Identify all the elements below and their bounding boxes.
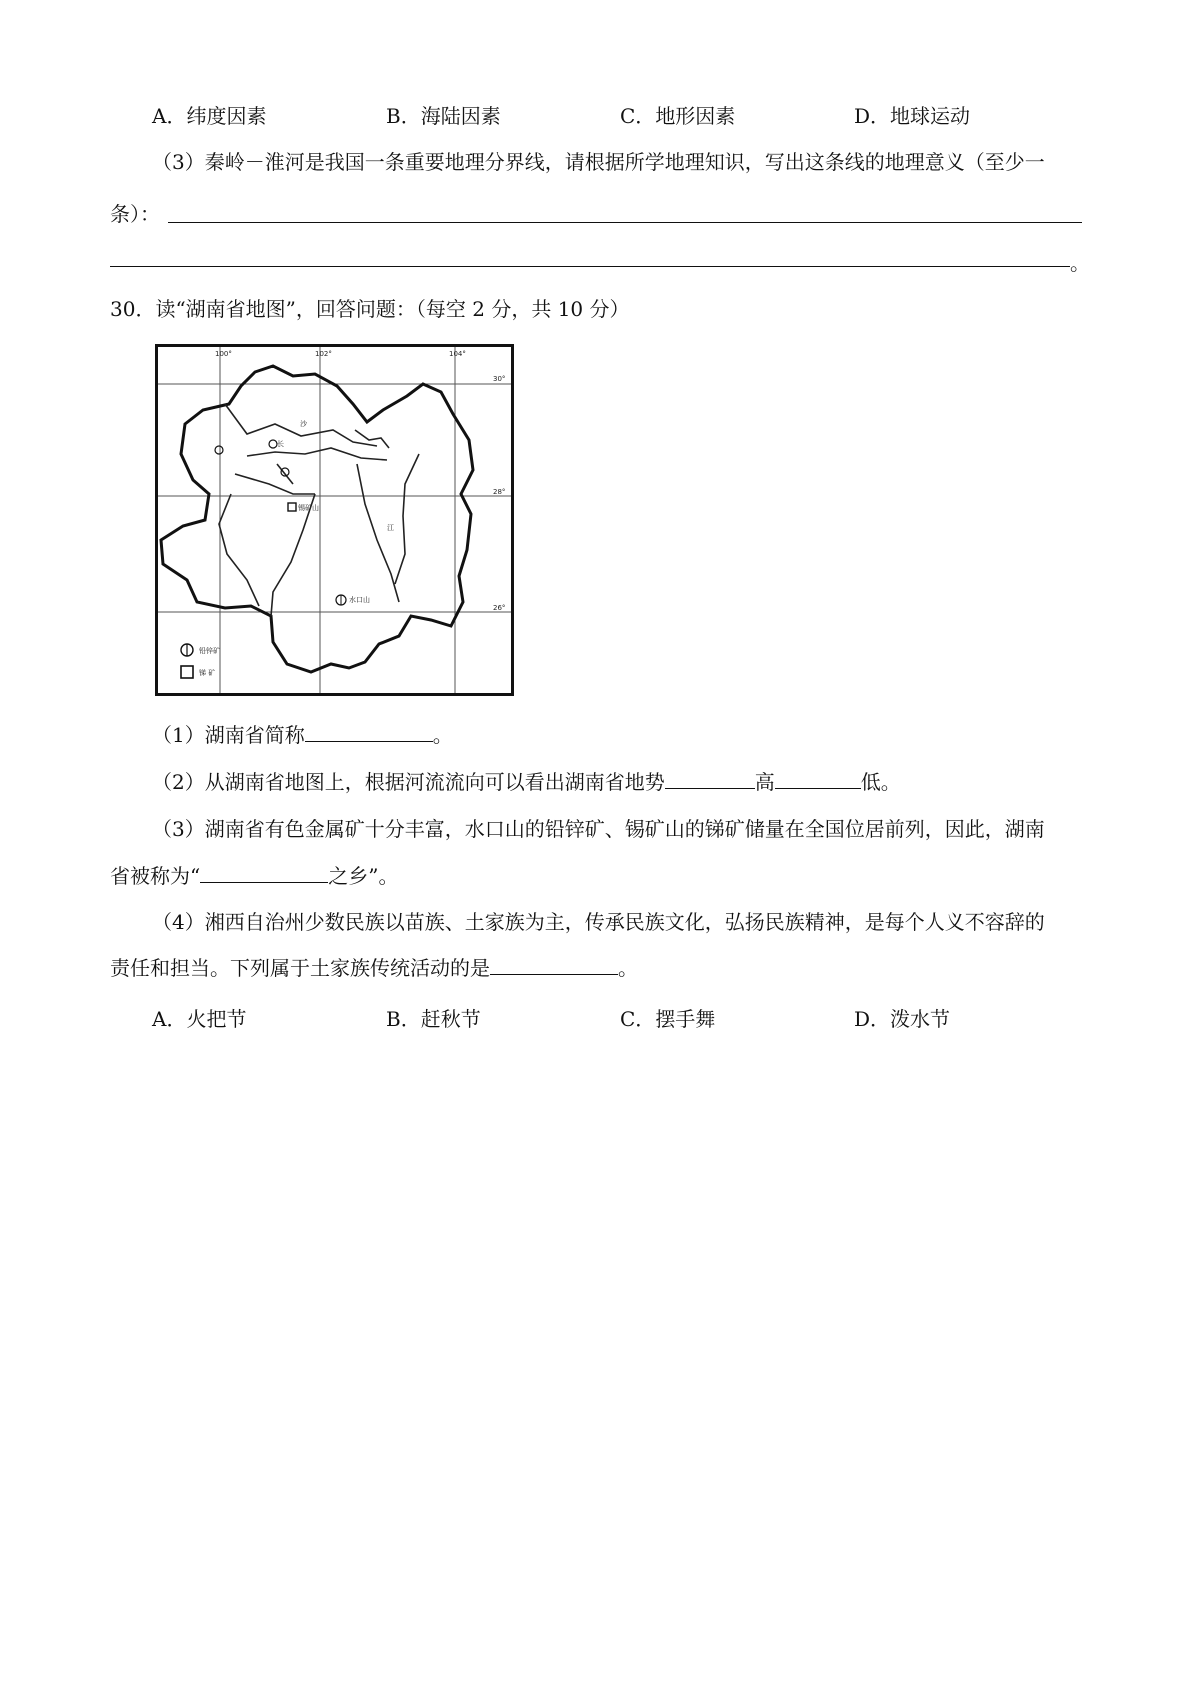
latitude-label: 30° <box>493 375 506 383</box>
place-label: 沙 <box>300 420 307 428</box>
q30-option-c[interactable]: C．摆手舞 <box>620 1007 716 1031</box>
q30-sub3-blank[interactable] <box>200 864 328 883</box>
q30-sub4-line1: （4）湘西自治州少数民族以苗族、土家族为主，传承民族文化，弘扬民族精神，是每个人义不容辞的 <box>152 910 1045 934</box>
place-label: 长 <box>277 440 284 448</box>
q30-sub4-blank[interactable] <box>490 956 618 975</box>
longitude-label: 102° <box>315 350 332 358</box>
q29-option-b[interactable]: B．海陆因素 <box>386 104 501 128</box>
q29-sub3-answer-blank-1[interactable] <box>168 222 1082 223</box>
place-label: 锡矿山 <box>298 504 319 512</box>
q29-sub3-line1: （3）秦岭－淮河是我国一条重要地理分界线，请根据所学地理知识，写出这条线的地理意义（至少一 <box>152 150 1045 174</box>
latitude-label: 26° <box>493 604 506 612</box>
q29-option-a[interactable]: A．纬度因素 <box>152 104 267 128</box>
q30-sub2-blank-1[interactable] <box>665 770 755 789</box>
q29-sub3-line2: 条）： <box>110 202 160 226</box>
longitude-label: 100° <box>215 350 232 358</box>
q30-sub2-blank-2[interactable] <box>775 770 861 789</box>
q29-option-d[interactable]: D．地球运动 <box>854 104 971 128</box>
latitude-label: 28° <box>493 488 506 496</box>
q30-option-b[interactable]: B．赶秋节 <box>386 1007 481 1031</box>
q30-option-d[interactable]: D．泼水节 <box>854 1007 951 1031</box>
q29-options <box>152 101 1052 131</box>
q30-option-a[interactable]: A．火把节 <box>152 1007 247 1031</box>
q30-stem: 30．读“湖南省地图”，回答问题：（每空 2 分，共 10 分） <box>110 297 630 321</box>
q29-sub3-answer-blank-2[interactable] <box>110 266 1070 267</box>
q30-options <box>152 1004 1052 1034</box>
hunan-map-figure <box>155 344 514 696</box>
q30-sub4-line2: 责任和担当。下列属于土家族传统活动的是 。 <box>110 956 638 980</box>
legend-label: 锑 矿 <box>199 669 216 677</box>
q29-option-c[interactable]: C．地形因素 <box>620 104 736 128</box>
q30-sub3-line1: （3）湖南省有色金属矿十分丰富，水口山的铅锌矿、锡矿山的锑矿储量在全国位居前列，因此，湖南 <box>152 817 1045 841</box>
map-frame <box>157 346 513 695</box>
hunan-map-svg <box>155 344 514 696</box>
q30-sub1-blank[interactable] <box>305 723 433 742</box>
q29-sub3-end: 。 <box>1070 251 1090 275</box>
legend-label: 铅锌矿 <box>199 647 220 655</box>
place-label: 江 <box>387 524 394 532</box>
q30-sub2: （2）从湖南省地图上，根据河流流向可以看出湖南省地势 高 低。 <box>152 770 901 794</box>
place-label: 水口山 <box>349 596 370 604</box>
longitude-label: 104° <box>449 350 466 358</box>
q30-sub3-line2: 省被称为“ 之乡”。 <box>110 864 399 888</box>
q30-sub1: （1）湖南省简称 。 <box>152 723 453 747</box>
